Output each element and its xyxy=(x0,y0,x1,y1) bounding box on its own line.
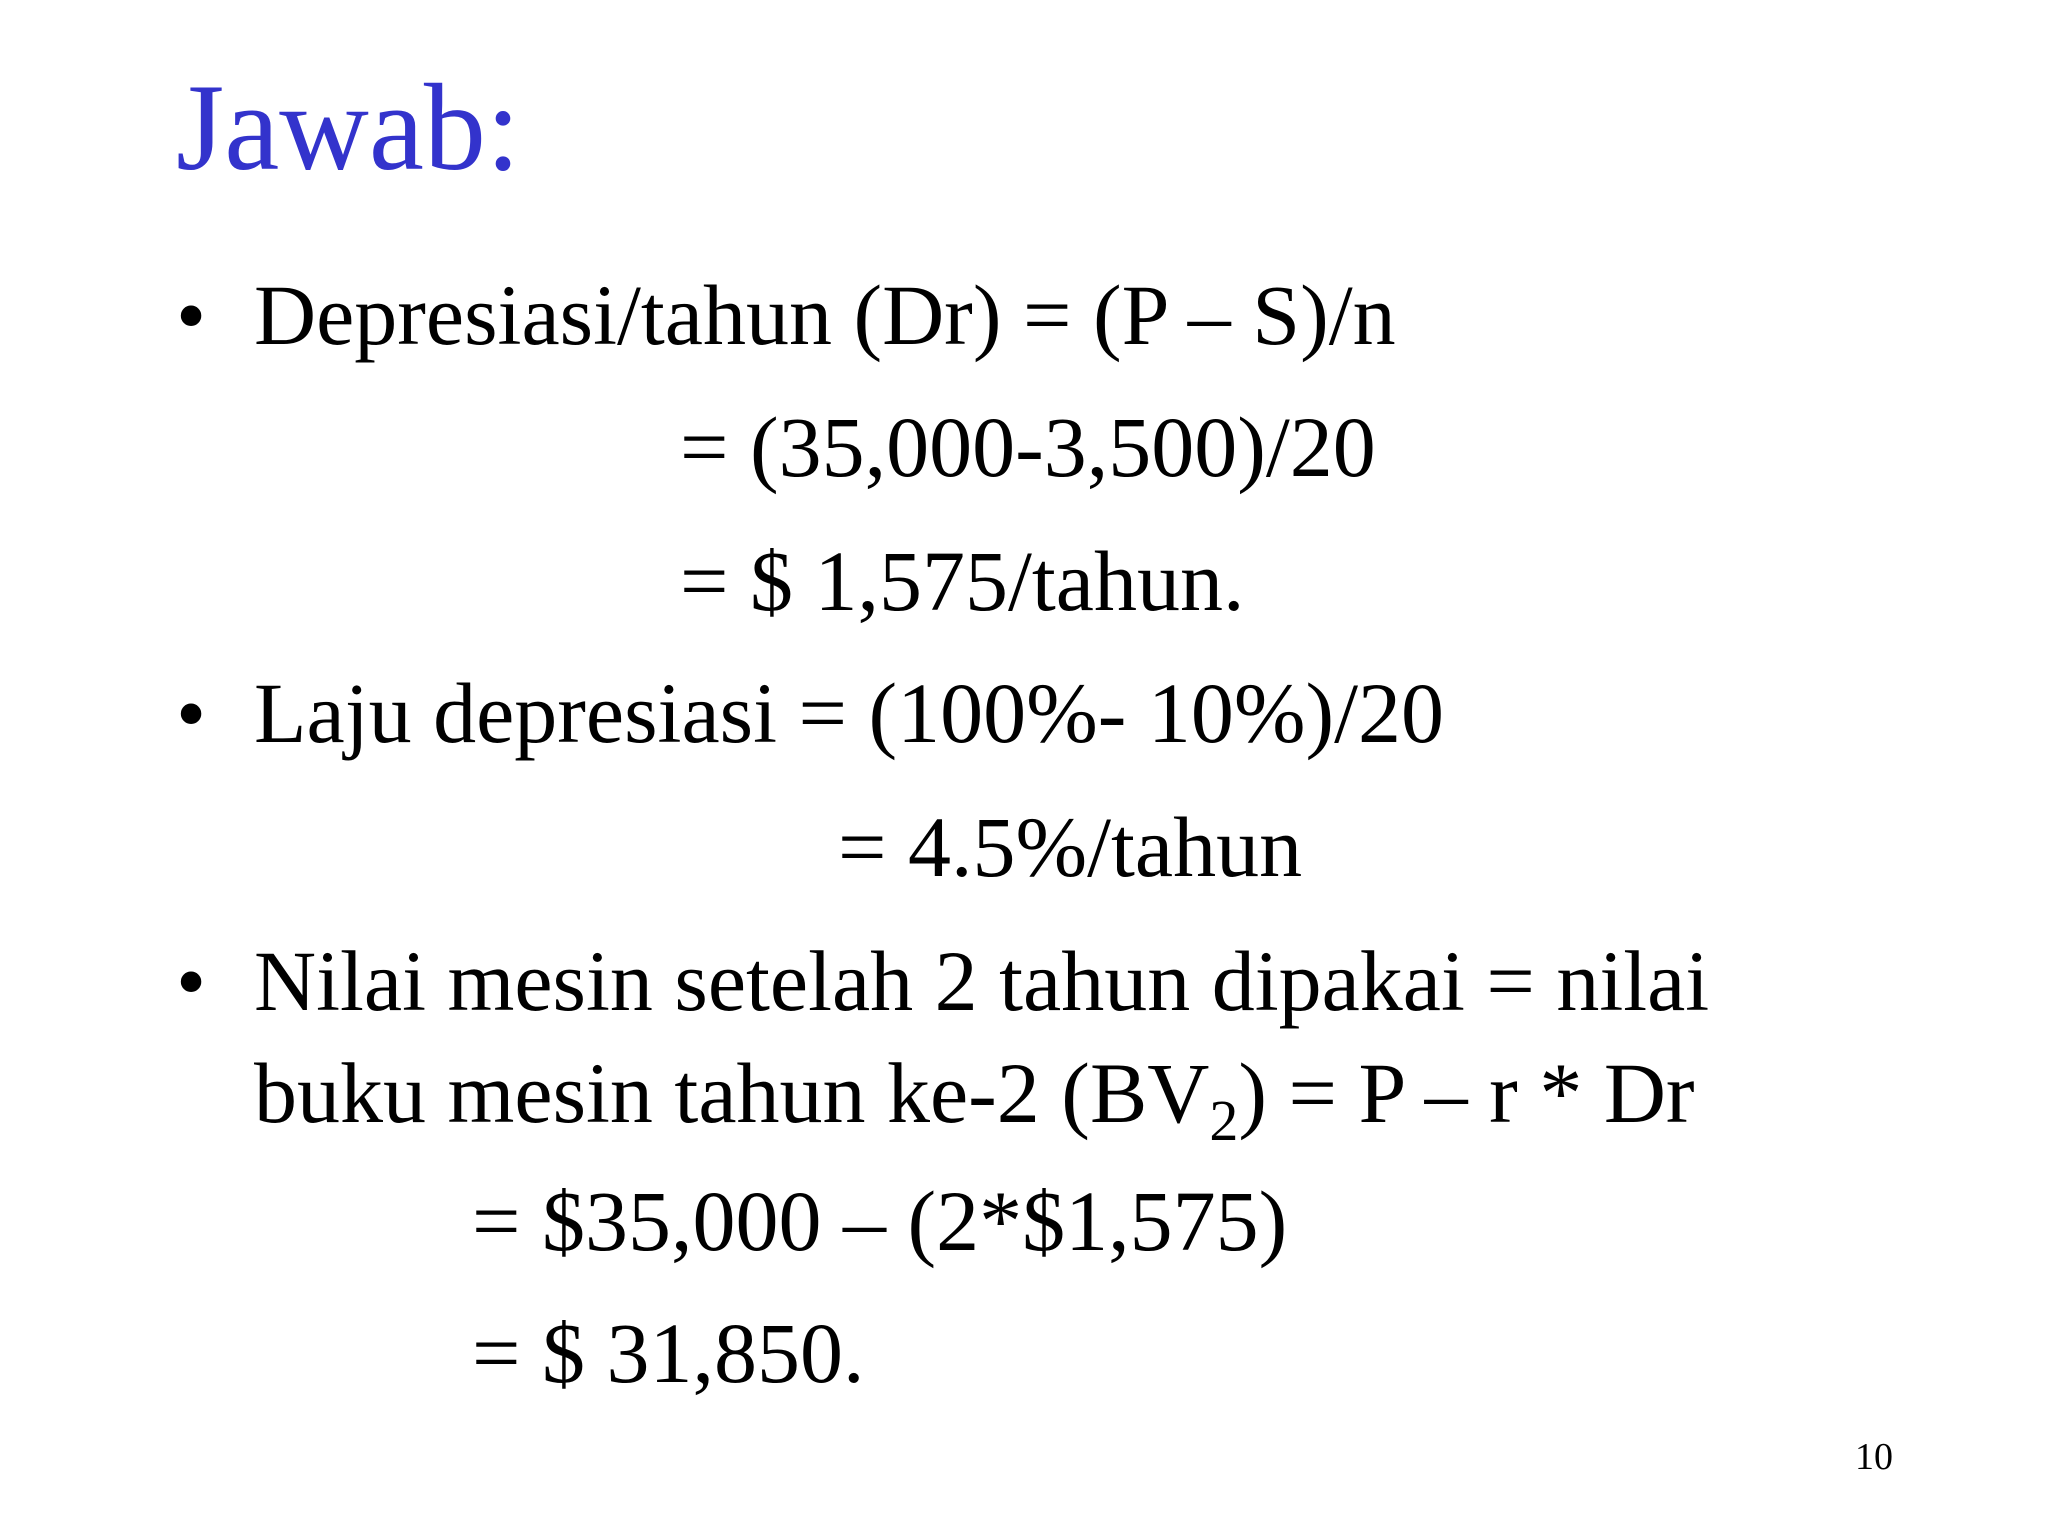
formula-line: = (35,000-3,500)/20 xyxy=(680,399,1376,495)
formula-text: ) = P – r * Dr xyxy=(1238,1045,1695,1141)
subscript: 2 xyxy=(1209,1088,1239,1153)
formula-text: buku mesin tahun ke-2 (BV xyxy=(254,1045,1210,1141)
bullet-icon: • xyxy=(176,933,207,1029)
formula-line: Laju depresiasi = (100%- 10%)/20 xyxy=(254,665,1445,761)
bullet-icon: • xyxy=(176,665,207,761)
formula-line: Depresiasi/tahun (Dr) = (P – S)/n xyxy=(254,267,1396,363)
bullet-icon: • xyxy=(176,267,207,363)
slide-title: Jawab: xyxy=(176,59,521,196)
formula-line: Nilai mesin setelah 2 tahun dipakai = nilai xyxy=(254,933,1710,1029)
formula-line: = 4.5%/tahun xyxy=(838,799,1303,895)
formula-line-with-subscript xyxy=(254,1045,1695,1153)
formula-line: = $ 31,850. xyxy=(472,1305,865,1401)
page-number: 10 xyxy=(1855,1436,1893,1478)
formula-line: = $ 1,575/tahun. xyxy=(680,533,1245,629)
formula-line: = $35,000 – (2*$1,575) xyxy=(472,1173,1288,1269)
